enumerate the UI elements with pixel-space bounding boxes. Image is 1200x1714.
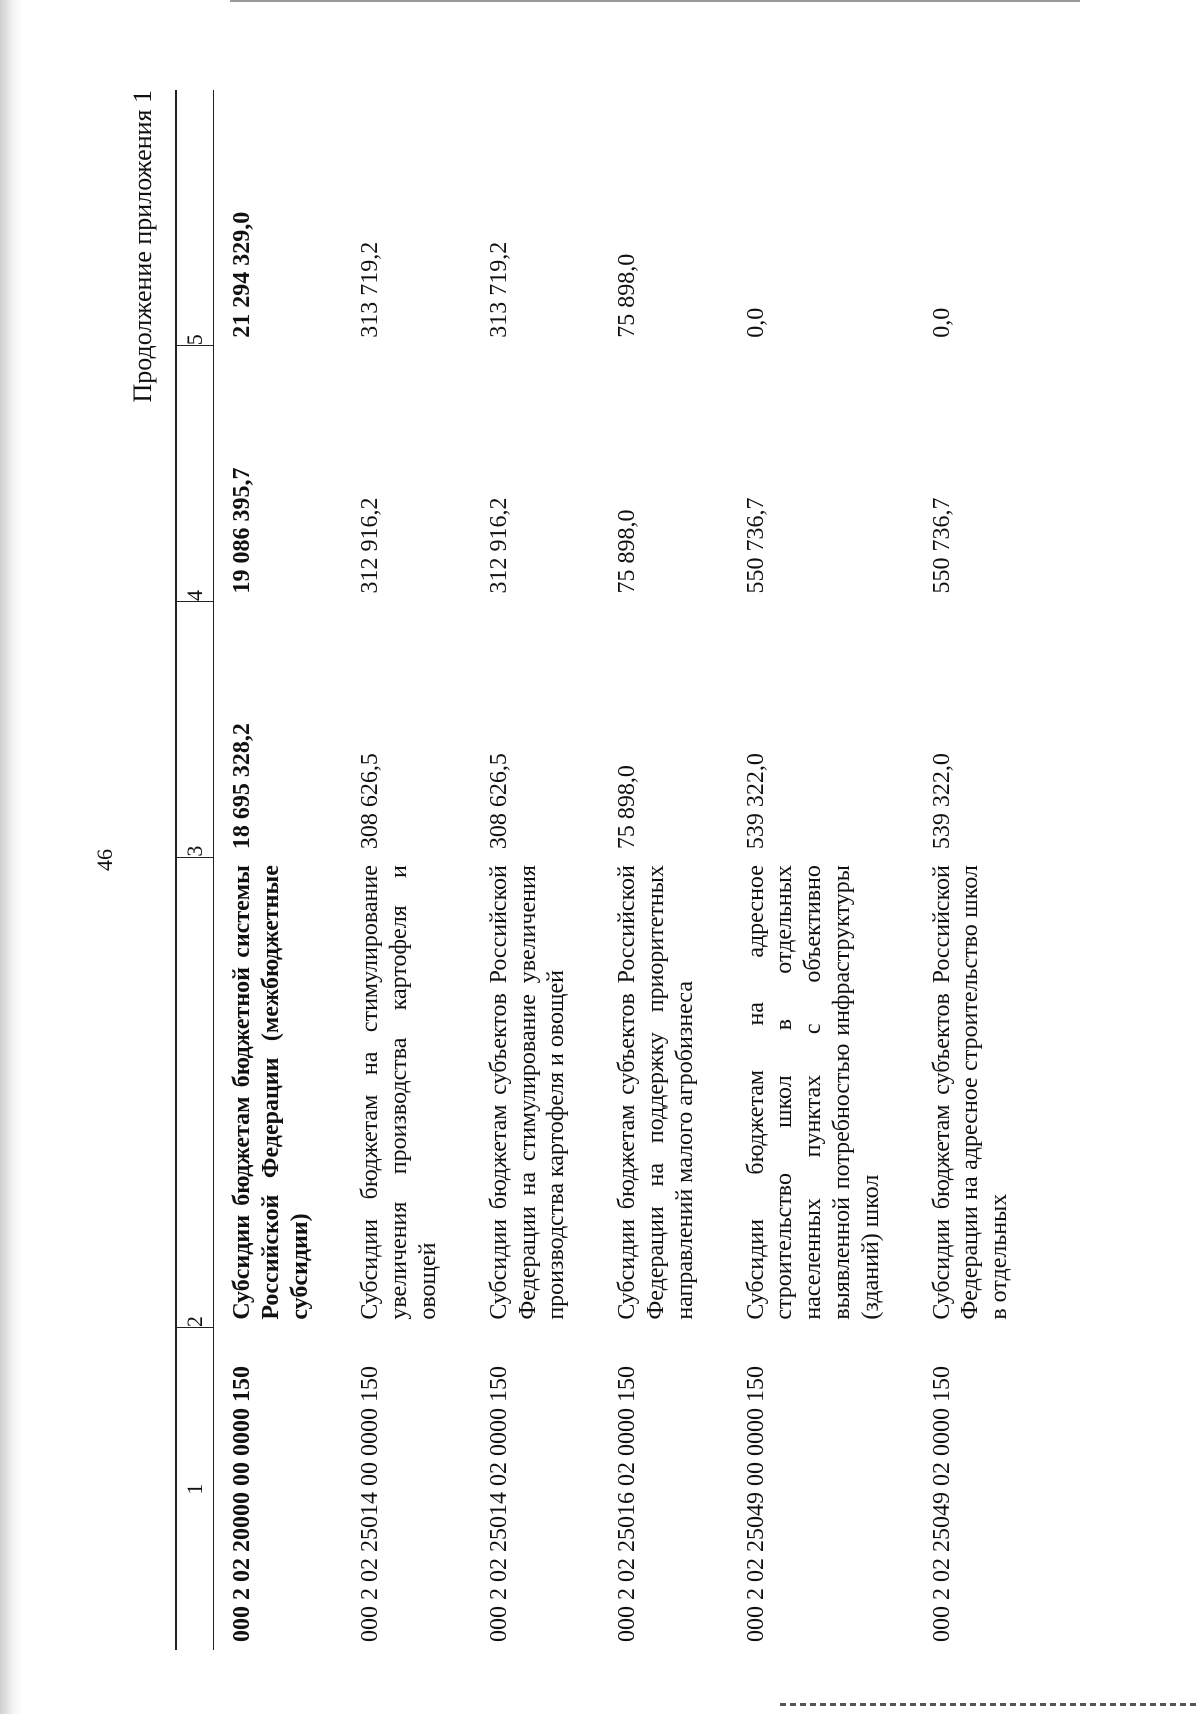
- value-cell-col3: 18 695 328,2: [229, 723, 255, 850]
- budget-code-cell: 000 2 02 25016 02 0000 150: [614, 1366, 641, 1642]
- value-cell-col3: 308 626,5: [357, 753, 384, 850]
- description-cell: Субсидии бюджетам субъектов Российской Федерации на поддержку приоритетных направлений малого агробизнеса: [614, 865, 698, 1320]
- budget-code-cell: 000 2 02 25049 02 0000 150: [928, 1366, 955, 1642]
- column-header-1: 1: [176, 1328, 214, 1650]
- table-row: [914, 90, 1042, 1650]
- table-body: [214, 90, 1042, 1650]
- table-row: [342, 90, 470, 1650]
- budget-table: [175, 90, 1042, 1650]
- value-cell-col4: 19 086 395,7: [229, 467, 255, 594]
- budget-code-cell: 000 2 02 25049 00 0000 150: [742, 1366, 769, 1642]
- column-header-5: 5: [176, 90, 214, 346]
- budget-code-cell: 000 2 02 25014 00 0000 150: [357, 1366, 384, 1642]
- value-cell-col4: 75 898,0: [614, 509, 641, 594]
- scan-edge-bottom: [780, 1703, 1200, 1706]
- column-header-2: 2: [176, 857, 214, 1328]
- value-cell-col4: 550 736,7: [742, 497, 769, 594]
- value-cell-col3: 308 626,5: [485, 753, 512, 850]
- value-cell-col5: 0,0: [928, 307, 955, 338]
- table-row: [471, 90, 599, 1650]
- table-header-row: [176, 90, 214, 1650]
- scan-edge-top: [230, 0, 1080, 2]
- page-number: 46: [92, 849, 117, 871]
- description-cell: Субсидии бюджетам субъектов Российской Федерации на стимулирование увеличения производства картофеля и овощей: [485, 865, 570, 1320]
- table-row: [599, 90, 727, 1650]
- value-cell-col5: 0,0: [742, 307, 769, 338]
- description-cell: Субсидии бюджетам на адресное строительство школ в отдельных населенных пунктах с объективно выявленной потребностью инфраструктуры (зданий) школ: [742, 865, 884, 1320]
- value-cell-col4: 312 916,2: [357, 497, 384, 594]
- value-cell-col5: 313 719,2: [357, 241, 384, 338]
- value-cell-col4: 312 916,2: [485, 497, 512, 594]
- table-row: [728, 90, 914, 1650]
- description-cell: Субсидии бюджетам субъектов Российской Федерации на адресное строительство школ в отдельных: [928, 865, 1013, 1320]
- value-cell-col5: 75 898,0: [614, 253, 641, 338]
- value-cell-col5: 313 719,2: [485, 241, 512, 338]
- column-header-4: 4: [176, 346, 214, 602]
- value-cell-col4: 550 736,7: [928, 497, 955, 594]
- description-cell: Субсидии бюджетам на стимулирование увеличения производства картофеля и овощей: [357, 865, 441, 1320]
- value-cell-col3: 75 898,0: [614, 765, 641, 850]
- description-cell: Субсидии бюджетам бюджетной системы Российской Федерации (межбюджетные субсидии): [229, 865, 313, 1320]
- value-cell-col3: 539 322,0: [928, 753, 955, 850]
- budget-code-cell: 000 2 02 25014 02 0000 150: [485, 1366, 512, 1642]
- scan-shadow-left: [0, 0, 22, 1714]
- document-sheet: [40, 70, 1140, 1690]
- budget-code-cell: 000 2 02 20000 00 0000 150: [229, 1366, 255, 1642]
- value-cell-col3: 539 322,0: [742, 753, 769, 850]
- value-cell-col5: 21 294 329,0: [229, 211, 255, 338]
- column-header-3: 3: [176, 601, 214, 857]
- continuation-label: Продолжение приложения 1: [128, 90, 157, 403]
- table-row: [214, 90, 343, 1650]
